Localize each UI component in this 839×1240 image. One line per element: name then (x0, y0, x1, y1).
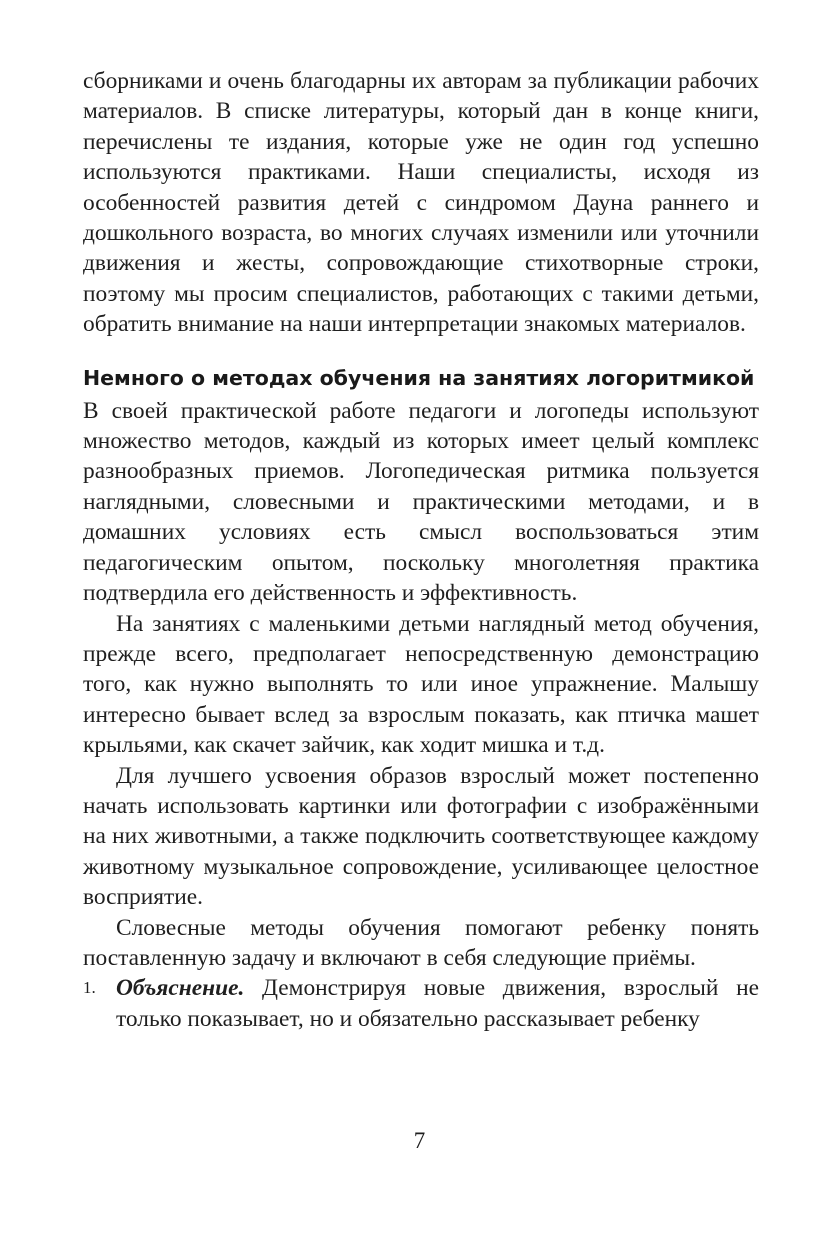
list-text: Демонстрируя новые движения, взрослый не только показывает, но и обязательно рассказывает ребенку (116, 975, 759, 1032)
page-body (83, 66, 759, 1034)
paragraph-intro: сборниками и очень благодарны их авторам за публикации рабочих материалов. В списке литературы, который дан в конце книги, перечислены те издания, которые уже не один год успешно используются практиками. Наши специалисты, исходя из особенностей развития детей с синдромом Дауна раннего и дошкольного возраста, во многих случаях изменили или уточнили движения и жесты, сопровождающие стихотворные строки, поэтому мы просим специалистов, работающих с такими детьми, обратить внимание на наши интерпретации знакомых материалов. (83, 68, 759, 338)
paragraph-methods: В своей практической работе педагоги и логопеды используют множество методов, каждый из которых имеет целый комплекс разнообразных приемов. Логопедическая ритмика пользуется наглядными, словесными и практическими методами, и в домашних условиях есть смысл воспользоваться этим педагогическим опытом, поскольку многолетняя практика подтвердила его действенность и эффективность. (83, 397, 759, 607)
paragraph-verbal-methods: Словесные методы обучения помогают ребенку понять поставленную задачу и включают в себя следующие приёмы. (83, 914, 759, 971)
paragraph-visual-method: На занятиях с маленькими детьми наглядный метод обучения, прежде всего, предполагает непосредственную демонстрацию того, как нужно выполнять то или иное упражнение. Малышу интересно бывает вслед за взрослым показать, как птичка машет крыльями, как скачет зайчик, как ходит мишка и т.д. (83, 610, 759, 759)
page-number: 7 (413, 1128, 426, 1153)
list-number: 1. (83, 978, 96, 998)
list-item (83, 973, 759, 1034)
section-heading: Немного о методах обучения на занятиях логоритмикой (83, 365, 755, 390)
paragraph-images: Для лучшего усвоения образов взрослый может постепенно начать использовать картинки или фотографии с изображёнными на них животными, а также подключить соответствующее каждому животному музыкальное сопровождение, усиливающее целостное восприятие. (83, 762, 759, 911)
list-term: Объяснение. (116, 975, 245, 1002)
